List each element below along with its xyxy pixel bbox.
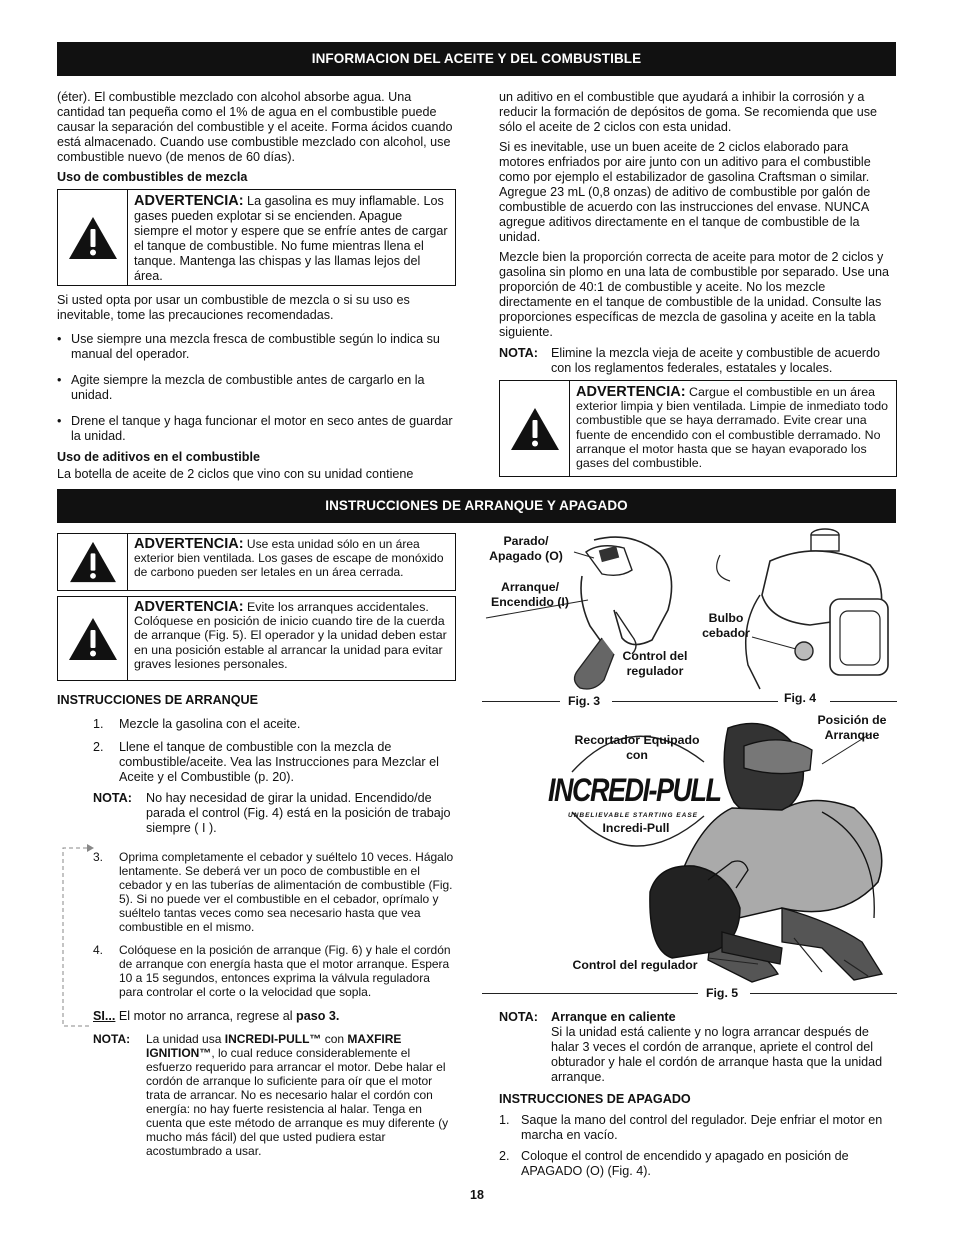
figure-3 [482,530,708,705]
throttle-control-label: Control del regulador [622,649,688,678]
additives-heading: Uso de aditivos en el combustible [57,450,260,464]
warning-text: Use esta unidad sólo en un área exterior bien ventilada. Los gases de escape de monóxido de carbono pueden ser letales en un área cerrada. [134,537,444,579]
page-number: 18 [470,1188,484,1202]
hot-start-note: NOTA: Arranque en caliente Si la unidad está caliente y no logra arrancar después de halar 3 veces el cordón de arranque, apriete el control del obturador y hale el cordón de arranque hasta que la unidad arranque. [499,1010,883,1084]
fig5-caption-line-right [750,993,897,994]
fig4-caption-line-right [830,701,897,702]
incredi-pull-logo: INCREDI-PULL UNBELIEVABLE STARTING EASE [548,772,721,819]
list-item: 3. Oprima completamente el cebador y suéltelo 10 veces. Hágalo lentamente. Se deberá ver un poco de combustible en el cebador y en las tuberías de alimentación de combustible (Fig. 5). Si no puede ver el combustible en el cebador, oprímalo y suéltelo tantas veces como sea necesario hasta que vea combustible en el mismo. [93,850,454,934]
fig3-caption: Fig. 3 [568,694,601,708]
warning-text: La gasolina es muy inflamable. Los gases pueden explotar si se encienden. Apague siempre el motor y espere que se enfríe antes de cargar el tanque de combustible. No fume mientras llena el tanque. Mantenga las chispas y las llamas lejos del área. [134,194,448,283]
mix-fuel-paragraph: Si usted opta por usar un combustible de mezcla o si su uso es inevitable, tome las precauciones recomendadas. [57,293,410,322]
warning-label: ADVERTENCIA: [134,536,244,552]
mix-ratio-paragraph: Mezcle bien la proporción correcta de aceite para motor de 2 ciclos y gasolina sin plomo en una lata de combustible por separado. Use una proporción de 40:1 de combustible y aceite. No los mezcle directamente en el tanque de combustible de la unidad. Consulte las proporciones específicas de mezcla de gasolina y aceite en la tabla siguiente. [499,250,889,339]
loop-arrow-icon [57,840,97,1032]
additive-paragraph: un aditivo en el combustible que ayudará a inhibir la corrosión y a reducir la formación de depósitos de goma. Se recomienda que use sólo el aceite de 2 ciclos con esta unidad. [499,90,878,134]
list-item: • Drene el tanque y haga funcionar el motor en seco antes de guardar la unidad. [57,414,453,443]
oil-paragraph: Si es inevitable, use un buen aceite de 2 ciclos elaborado para motores enfriados por aire junto con un aditivo para el combustible como por ejemplo el estabilizador de gasolina Craftsman o similar. Agregue 23 mL (0,8 onzas) de aditivo de combustible por galón de combustible de acuerdo con las instrucciones del envase. NUNCA agregue aditivos directamente en el tanque de combustible de la unidad. [499,140,871,244]
exhaust-warning-box [57,533,456,591]
figure-4 [700,525,897,695]
on-position-label: Arranque/ Encendido (I) [491,580,569,609]
start-right-column [499,1010,898,1179]
engine-primer-illustration [700,525,897,693]
off-position-label: Parado/ Apagado (O) [489,534,563,563]
disposal-note: NOTA: Elimine la mezcla vieja de aceite y combustible de acuerdo con los reglamentos federales, estatales y locales. [499,346,881,375]
list-item: 2. Coloque el control de encendido y apagado en posición de APAGADO (O) (Fig. 4). [499,1149,849,1178]
list-item: 4. Colóquese en la posición de arranque (Fig. 6) y hale el cordón de arranque con energía hasta que el motor arranque. Espera 10 a 15 segundos, entonces exprima la válvula reguladora para controlar el corte o la velocidad que sopla. [93,943,451,999]
primer-bulb-label: Bulbo cebador [702,611,750,640]
incredi-pull-note: NOTA: La unidad usa INCREDI-PULL™ con MAXFIRE IGNITION™, lo cual reduce considerablemente el esfuerzo requerido para arrancar el motor. Debe halar el cordón de arranque lo suficiente para oír que el motor trata de arrancar. No es necesario halar el cordón con energía: no hay fuerte resistencia al halar. Tenga en cuenta que este método de arranque es muy diferente (y mucho más fácil) del que usted pudiera estar acostumbrado a usar. [93,1032,449,1158]
accidental-start-warning-box [57,596,456,681]
warning-text: Evite los arranques accidentales. Colóquese en posición de inicio cuando tire de la cuerda de arranque (Fig. 5). El operador y la unidad deben estar en una posición estable al arrancar la unidad para evitar graves lesiones personales. [134,600,447,671]
warning-triangle-icon [58,190,128,285]
fig3-caption-line [482,701,560,702]
list-item: 1. Saque la mano del control del regulador. Deje enfriar el motor en marcha en vacío. [499,1113,883,1142]
figure-5 [482,712,897,1004]
list-item: 1. Mezcle la gasolina con el aceite. [93,717,301,731]
no-choke-note: NOTA: No hay necesidad de girar la unidad. Encendido/de parada el control (Fig. 4) está en la posición de trabajo siempre ( I ). [93,791,451,835]
fuel-right-column [499,90,897,477]
start-instructions-heading: INSTRUCCIONES DE ARRANQUE [57,693,259,707]
fuel-section-header: INFORMACION DEL ACEITE Y DEL COMBUSTIBLE [57,42,896,76]
additives-paragraph: La botella de aceite de 2 ciclos que vino con su unidad contiene [57,467,414,481]
mix-fuel-heading: Uso de combustibles de mezcla [57,170,248,184]
trimmer-equipped-label: Recortador Equipado con [574,733,700,762]
warning-triangle-icon [58,597,128,680]
retry-instruction: SI... El motor no arranca, regrese al paso 3. [93,1009,340,1023]
fuel-intro-paragraph: (éter). El combustible mezclado con alcohol absorbe agua. Una cantidad tan pequeña como el 1% de agua en el combustible puede causar la separación del combustible y el aceite. Forma ácidos cuando está almacenado. Cuando use combustible mezclado con alcohol, use combustible nuevo (de menos de 60 días). [57,90,453,164]
warning-triangle-icon [500,381,570,476]
warning-label: ADVERTENCIA: [134,599,244,615]
start-section-header: INSTRUCCIONES DE ARRANQUE Y APAGADO [57,489,896,523]
throttle-control-label: Control del regulador [572,958,698,972]
incredi-pull-label: Incredi-Pull [602,821,670,835]
fuel-left-column [57,90,457,482]
gasoline-warning-box [57,189,456,286]
fig5-caption: Fig. 5 [706,986,739,1000]
warning-label: ADVERTENCIA: [576,384,686,400]
list-item: 2. Llene el tanque de combustible con la mezcla de combustible/aceite. Vea las Instrucciones para Mezclar el Aceite y el Combustible (p. 20). [93,740,439,784]
warning-label: ADVERTENCIA: [134,193,244,209]
fig5-caption-line [482,993,698,994]
fig4-caption-line [612,701,778,702]
fig4-caption: Fig. 4 [784,691,817,705]
list-item: • Use siempre una mezcla fresca de combustible según lo indica su manual del operador. [57,332,440,361]
refuel-warning-box [499,380,897,477]
stop-instructions-heading: INSTRUCCIONES DE APAGADO [499,1092,691,1106]
warning-triangle-icon [58,534,128,590]
warning-text: Cargue el combustible en un área exterior limpia y bien ventilada. Limpie de inmediato todo combustible que se haya derramado. Evite crear una fuente de encendido con el combustible derramado. No arranque el motor hasta que se hayan evaporado los gases del combustible. [576,385,889,471]
list-item: • Agite siempre la mezcla de combustible antes de cargarlo en la unidad. [57,373,425,402]
start-left-column [57,533,457,1158]
start-position-label: Posición de Arranque [817,713,887,742]
